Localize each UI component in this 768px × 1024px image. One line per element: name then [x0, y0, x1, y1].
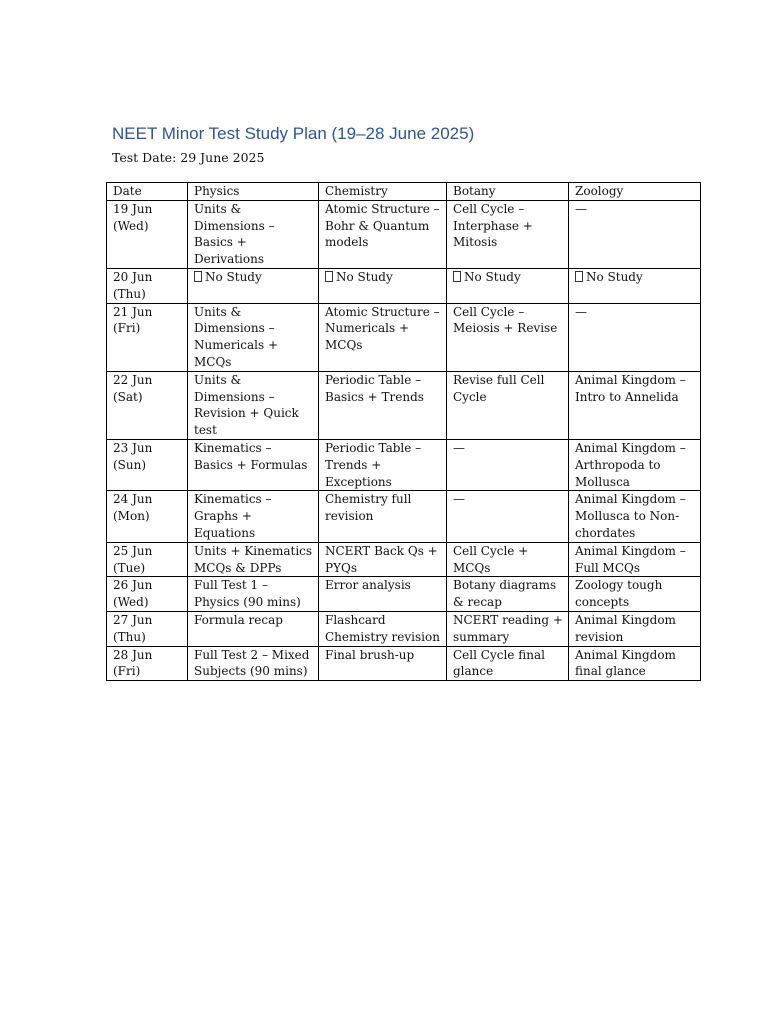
cell-zoology: Animal Kingdom – Mollusca to Non-chordates [569, 491, 701, 542]
header-chemistry: Chemistry [319, 183, 447, 201]
cell-zoology: Animal Kingdom – Full MCQs [569, 542, 701, 577]
cell-date: 28 Jun (Fri) [107, 646, 188, 681]
cell-date: 22 Jun (Sat) [107, 371, 188, 439]
cell-zoology: — [569, 303, 701, 371]
table-row [107, 577, 701, 612]
cell-zoology: Animal Kingdom revision [569, 611, 701, 646]
cell-chemistry: Error analysis [319, 577, 447, 612]
cell-botany: Cell Cycle – Interphase + Mitosis [447, 200, 569, 268]
cell-chemistry: Periodic Table – Trends + Exceptions [319, 439, 447, 490]
missing-glyph-box-icon [575, 271, 583, 282]
cell-zoology: — [569, 200, 701, 268]
header-zoology: Zoology [569, 183, 701, 201]
cell-botany: Cell Cycle final glance [447, 646, 569, 681]
cell-date: 20 Jun (Thu) [107, 268, 188, 303]
table-row [107, 268, 701, 303]
cell-chemistry: Atomic Structure – Bohr & Quantum models [319, 200, 447, 268]
cell-botany-text: No Study [464, 269, 521, 284]
table-row [107, 646, 701, 681]
cell-chemistry: Periodic Table – Basics + Trends [319, 371, 447, 439]
study-plan-table [106, 182, 701, 681]
cell-physics [188, 268, 319, 303]
cell-zoology: Animal Kingdom – Arthropoda to Mollusca [569, 439, 701, 490]
missing-glyph-box-icon [194, 271, 202, 282]
cell-botany: — [447, 491, 569, 542]
cell-date: 27 Jun (Thu) [107, 611, 188, 646]
cell-chemistry: Final brush-up [319, 646, 447, 681]
header-physics: Physics [188, 183, 319, 201]
table-row [107, 303, 701, 371]
cell-chemistry: Chemistry full revision [319, 491, 447, 542]
cell-zoology [569, 268, 701, 303]
cell-date: 19 Jun (Wed) [107, 200, 188, 268]
cell-botany: — [447, 439, 569, 490]
cell-botany [447, 268, 569, 303]
cell-physics: Units & Dimensions – Numericals + MCQs [188, 303, 319, 371]
table-header-row [107, 183, 701, 201]
cell-physics: Kinematics – Basics + Formulas [188, 439, 319, 490]
cell-botany: Cell Cycle – Meiosis + Revise [447, 303, 569, 371]
cell-zoology: Animal Kingdom – Intro to Annelida [569, 371, 701, 439]
cell-physics: Formula recap [188, 611, 319, 646]
header-date: Date [107, 183, 188, 201]
cell-date: 21 Jun (Fri) [107, 303, 188, 371]
cell-botany: Revise full Cell Cycle [447, 371, 569, 439]
cell-physics-text: No Study [205, 269, 262, 284]
cell-date: 23 Jun (Sun) [107, 439, 188, 490]
cell-physics: Units + Kinematics MCQs & DPPs [188, 542, 319, 577]
cell-chemistry: NCERT Back Qs + PYQs [319, 542, 447, 577]
document-title: NEET Minor Test Study Plan (19–28 June 2025) [112, 124, 475, 143]
table-row [107, 200, 701, 268]
table-row [107, 439, 701, 490]
table-row [107, 542, 701, 577]
cell-physics: Units & Dimensions – Basics + Derivations [188, 200, 319, 268]
cell-botany: Cell Cycle + MCQs [447, 542, 569, 577]
cell-zoology-text: No Study [586, 269, 643, 284]
cell-date: 26 Jun (Wed) [107, 577, 188, 612]
cell-physics: Units & Dimensions – Revision + Quick test [188, 371, 319, 439]
cell-botany: NCERT reading + summary [447, 611, 569, 646]
table-row [107, 491, 701, 542]
cell-physics: Full Test 1 – Physics (90 mins) [188, 577, 319, 612]
cell-chemistry [319, 268, 447, 303]
header-botany: Botany [447, 183, 569, 201]
cell-zoology: Animal Kingdom final glance [569, 646, 701, 681]
table-row [107, 371, 701, 439]
cell-botany: Botany diagrams & recap [447, 577, 569, 612]
cell-date: 25 Jun (Tue) [107, 542, 188, 577]
cell-chemistry-text: No Study [336, 269, 393, 284]
cell-date: 24 Jun (Mon) [107, 491, 188, 542]
cell-zoology: Zoology tough concepts [569, 577, 701, 612]
table-row [107, 611, 701, 646]
test-date-line: Test Date: 29 June 2025 [112, 150, 265, 165]
cell-physics: Full Test 2 – Mixed Subjects (90 mins) [188, 646, 319, 681]
missing-glyph-box-icon [325, 271, 333, 282]
cell-chemistry: Flashcard Chemistry revision [319, 611, 447, 646]
cell-chemistry: Atomic Structure – Numericals + MCQs [319, 303, 447, 371]
cell-physics: Kinematics – Graphs + Equations [188, 491, 319, 542]
missing-glyph-box-icon [453, 271, 461, 282]
